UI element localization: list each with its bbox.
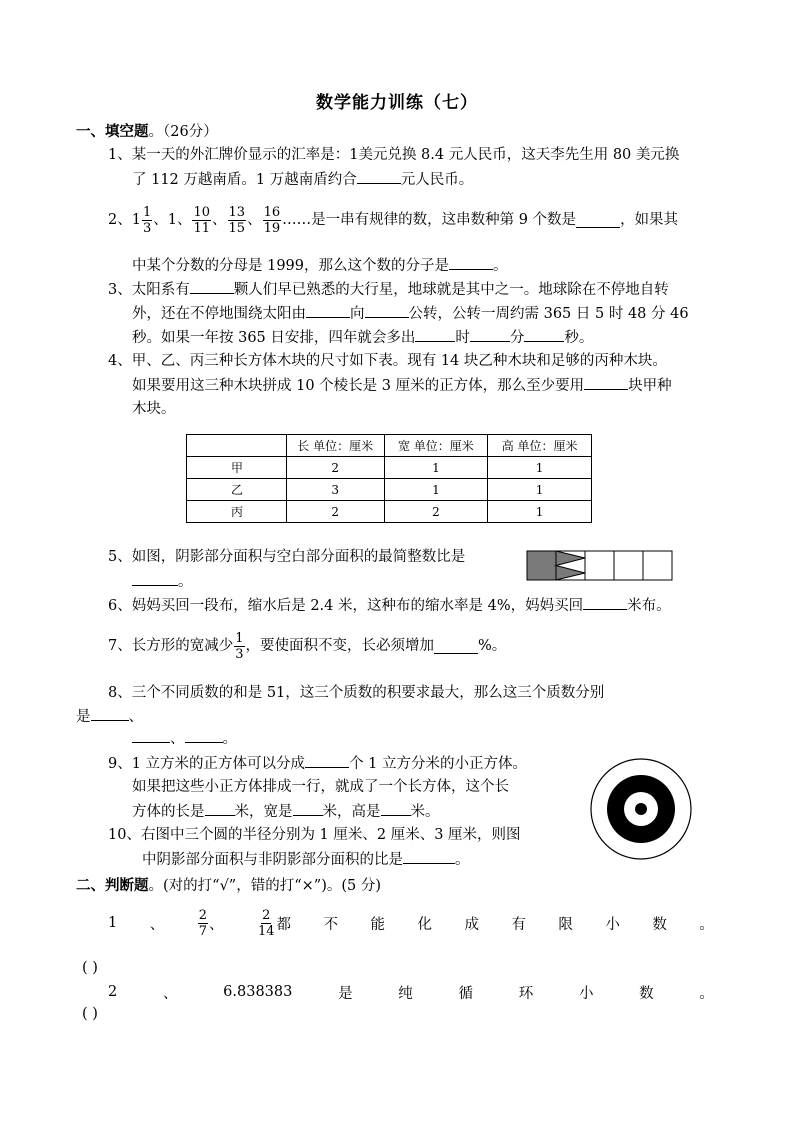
judgment-1-word: 不 bbox=[323, 916, 338, 933]
q6-line bbox=[108, 595, 671, 616]
q9-text: 方体的长是 bbox=[132, 804, 205, 820]
q3-text: 颗人们早已熟悉的大行星，地球就是其中之一。地球除在不停地自转 bbox=[233, 282, 669, 298]
q10-text: 中阴影部分面积与非阴影部分面积的比是 bbox=[142, 852, 403, 868]
q8-line1: 8、三个不同质数的和是 51，这三个质数的积要求最大，那么这三个质数分别 bbox=[108, 685, 605, 701]
q4-line1: 4、甲、乙、丙三种长方体木块的尺寸如下表。现有 14 块乙种木块和足够的丙种木块。 bbox=[108, 353, 667, 369]
q2-text-end: ，如果其 bbox=[620, 212, 679, 228]
q6-answer-blank[interactable] bbox=[583, 595, 627, 610]
q9-answer-blank-length[interactable] bbox=[205, 801, 235, 816]
judgment-1-word: 小 bbox=[605, 916, 620, 933]
table-cell: 1 bbox=[384, 479, 488, 501]
q2-prefix: 2、1 bbox=[108, 212, 141, 228]
table-header-row bbox=[187, 435, 592, 457]
fraction-numerator: 2 bbox=[198, 907, 207, 923]
q10-line2 bbox=[142, 849, 470, 870]
q1-text: 了 112 万越南盾。1 万越南盾约合 bbox=[132, 172, 357, 188]
fraction-numerator: 16 bbox=[263, 204, 281, 220]
judgment-1-fraction-1 bbox=[198, 908, 208, 939]
q3-line2 bbox=[132, 303, 689, 324]
q2-separator: 、 bbox=[247, 212, 262, 228]
q4-line2 bbox=[132, 375, 672, 396]
judgment-2-separator: 、 bbox=[162, 985, 178, 1002]
q9-text: 9、1 立方米的正方体可以分成 bbox=[108, 756, 306, 772]
fraction-numerator: 10 bbox=[193, 204, 211, 220]
table-cell: 1 bbox=[488, 501, 592, 523]
q6-text: 6、妈妈买回一段布，缩水后是 2.4 米，这种布的缩水率是 4%，妈妈买回 bbox=[108, 598, 584, 614]
table-cell: 1 bbox=[488, 479, 592, 501]
q10-line1: 10、右图中三个圆的半径分别为 1 厘米、2 厘米、3 厘米，则图 bbox=[108, 827, 521, 843]
judgment-2-word: 纯 bbox=[398, 985, 413, 1002]
q9-answer-blank-1[interactable] bbox=[305, 753, 349, 768]
judgment-1-word: 能 bbox=[370, 916, 385, 933]
q1-text-end: 元人民币。 bbox=[400, 172, 474, 188]
fraction-denominator: 3 bbox=[142, 220, 152, 236]
q8-text: 是 bbox=[76, 709, 91, 725]
q3-unit-second: 秒。 bbox=[564, 330, 594, 346]
square-cell bbox=[643, 551, 672, 580]
judgment-1-word: 限 bbox=[558, 916, 573, 933]
table-row bbox=[187, 479, 592, 501]
table-cell: 3 bbox=[286, 479, 384, 501]
shaded-square bbox=[527, 551, 556, 580]
judgment-2-word: 数 bbox=[639, 985, 654, 1002]
q9-line3 bbox=[132, 801, 440, 822]
q8-separator: 、 bbox=[128, 709, 143, 725]
shaded-triangles bbox=[556, 551, 585, 580]
judgment-1-word: 数 bbox=[652, 916, 667, 933]
table-cell: 2 bbox=[384, 501, 488, 523]
q2-line2 bbox=[132, 255, 508, 276]
table-row bbox=[187, 457, 592, 479]
q7-answer-blank[interactable] bbox=[434, 639, 478, 654]
q9-answer-blank-width[interactable] bbox=[293, 801, 323, 816]
q3-text: 外，还在不停地围绕太阳由 bbox=[132, 306, 306, 322]
q1-line2 bbox=[132, 169, 473, 190]
judgment-1-word: 化 bbox=[417, 916, 432, 933]
table-header-cell bbox=[187, 435, 287, 457]
q5-text-end: 。 bbox=[178, 574, 193, 590]
q3-answer-blank-5[interactable] bbox=[470, 327, 510, 342]
table-row-label: 丙 bbox=[187, 501, 287, 523]
q7-text: ，要使面积不变，长必须增加 bbox=[245, 638, 435, 654]
judgment-2-word: 。 bbox=[699, 985, 714, 1002]
q9-line1 bbox=[108, 753, 527, 774]
q2-line2-text: 中某个分数的分母是 1999，那么这个数的分子是 bbox=[132, 258, 450, 274]
judgment-1-word: 有 bbox=[511, 916, 526, 933]
judgment-1-fraction-group bbox=[197, 908, 224, 939]
q3-answer-blank-3[interactable] bbox=[365, 303, 409, 318]
q8-line2 bbox=[76, 706, 143, 727]
judgment-1-line bbox=[108, 902, 714, 944]
q5-line2 bbox=[132, 571, 193, 592]
judgment-1-fraction-group bbox=[256, 908, 291, 939]
table-row-label: 甲 bbox=[187, 457, 287, 479]
judgment-2-word: 小 bbox=[578, 985, 594, 1002]
q6-text-end: 米布。 bbox=[627, 598, 671, 614]
section-2-heading bbox=[76, 874, 381, 895]
square-cell bbox=[614, 551, 643, 580]
q2-line2-end: 。 bbox=[493, 258, 508, 274]
q2-answer-blank-1[interactable] bbox=[576, 213, 620, 228]
q2-line1 bbox=[108, 200, 678, 240]
center-dot bbox=[635, 803, 647, 815]
judgment-1-separator: 、 bbox=[149, 916, 165, 933]
q8-answer-blank-1[interactable] bbox=[91, 706, 129, 721]
q7-line bbox=[108, 628, 506, 664]
q7-text: 7、长方形的宽减少 bbox=[108, 638, 234, 654]
judgment-2-answer-box[interactable]: ( ) bbox=[82, 1006, 98, 1022]
q8-separator: 、 bbox=[170, 731, 185, 747]
table-cell: 2 bbox=[286, 457, 384, 479]
table-row-label: 乙 bbox=[187, 479, 287, 501]
fraction-denominator: 15 bbox=[228, 220, 246, 236]
q9-answer-blank-height[interactable] bbox=[381, 801, 411, 816]
fraction-denominator: 3 bbox=[235, 646, 244, 662]
table-header-cell: 宽 单位：厘米 bbox=[384, 435, 488, 457]
judgment-2-word: 环 bbox=[518, 985, 534, 1002]
q1-answer-blank[interactable] bbox=[357, 169, 401, 184]
table-cell: 1 bbox=[488, 457, 592, 479]
q9-text: 米，宽是 bbox=[234, 804, 293, 820]
fraction-denominator: 11 bbox=[193, 220, 211, 236]
fraction-numerator: 13 bbox=[228, 204, 246, 220]
q5-line1: 5、如图，阴影部分面积与空白部分面积的最简整数比是 bbox=[108, 549, 466, 565]
q4-line3: 木块。 bbox=[132, 401, 176, 417]
judgment-1-fraction-2 bbox=[257, 908, 276, 939]
table-cell: 1 bbox=[384, 457, 488, 479]
judgment-2-line bbox=[108, 981, 714, 1003]
q2-text: ……是一串有规律的数，这串数种第 9 个数是 bbox=[282, 212, 577, 228]
table-header-cell: 长 单位：厘米 bbox=[286, 435, 384, 457]
q1-line1: 1、某一天的外汇牌价显示的汇率是：1美元兑换 8.4 元人民币，这天李先生用 80 美元换 bbox=[108, 147, 680, 163]
q3-answer-blank-1[interactable] bbox=[190, 279, 234, 294]
q2-answer-blank-2[interactable] bbox=[449, 255, 493, 270]
judgment-1-word: 都 bbox=[276, 916, 292, 933]
page-title: 数学能力训练（七） bbox=[316, 93, 478, 113]
q3-text: 向 bbox=[350, 306, 365, 322]
judgment-2-decimal: 6.838383 bbox=[223, 984, 293, 1000]
q8-text-end: 。 bbox=[222, 731, 237, 747]
q3-unit-hour: 时 bbox=[455, 330, 470, 346]
q2-fraction-1 bbox=[142, 205, 152, 236]
q4-text: 块甲种 bbox=[628, 378, 672, 394]
q2-fraction-3 bbox=[228, 205, 247, 236]
q4-text: 如果要用这三种木块拼成 10 个棱长是 3 厘米的正方体，那么至少要用 bbox=[132, 378, 585, 394]
table-header-cell: 高 单位：厘米 bbox=[488, 435, 592, 457]
q3-text: 公转，公转一周约需 365 日 5 时 48 分 46 bbox=[408, 306, 689, 322]
q10-text-end: 。 bbox=[455, 852, 470, 868]
q5-answer-blank[interactable] bbox=[132, 571, 178, 586]
q7-text-end: %。 bbox=[478, 638, 507, 654]
q3-answer-blank-6[interactable] bbox=[524, 327, 564, 342]
q2-fraction-2 bbox=[192, 205, 211, 236]
q3-text: 秒。如果一年按 365 日安排，四年就会多出 bbox=[132, 330, 416, 346]
q3-unit-minute: 分 bbox=[509, 330, 525, 346]
judgment-2-number: 2 bbox=[108, 984, 118, 1000]
judgment-2-word: 循 bbox=[458, 985, 474, 1002]
q4-answer-blank[interactable] bbox=[584, 375, 628, 390]
judgment-1-word: 成 bbox=[464, 916, 479, 933]
square-cell bbox=[585, 551, 614, 580]
q9-text: 米，高是 bbox=[322, 804, 381, 820]
concentric-circles-figure bbox=[588, 756, 694, 862]
table-row bbox=[187, 501, 592, 523]
section-2-title: 二、判断题 bbox=[76, 877, 149, 894]
q3-answer-blank-2[interactable] bbox=[306, 303, 350, 318]
q3-answer-blank-4[interactable] bbox=[415, 327, 455, 342]
judgment-1-separator: 、 bbox=[208, 916, 224, 933]
q10-answer-blank[interactable] bbox=[403, 849, 455, 864]
fraction-denominator: 7 bbox=[198, 923, 207, 939]
q7-fraction bbox=[234, 631, 244, 662]
fraction-denominator: 19 bbox=[263, 220, 281, 236]
q9-text: 米。 bbox=[410, 804, 440, 820]
q3-line3 bbox=[132, 327, 593, 348]
q9-line2: 如果把这些小正方体排成一行，就成了一个长方体，这个长 bbox=[132, 779, 509, 795]
q3-line1 bbox=[108, 279, 669, 300]
fraction-numerator: 1 bbox=[235, 630, 244, 646]
judgment-1-number: 1 bbox=[108, 915, 118, 931]
section-1-title: 一、填空题 bbox=[76, 123, 149, 140]
q2-fraction-4 bbox=[263, 205, 282, 236]
shaded-rectangle-figure bbox=[526, 550, 676, 582]
q3-text: 3、太阳系有 bbox=[108, 282, 190, 298]
q9-text: 个 1 立方分米的小正方体。 bbox=[349, 756, 528, 772]
section-2-instructions: 。(对的打“√”，错的打“×”)。(5 分) bbox=[148, 878, 382, 894]
q8-answer-blank-2[interactable] bbox=[132, 728, 170, 743]
table-cell: 2 bbox=[286, 501, 384, 523]
section-1-heading bbox=[76, 120, 218, 141]
fraction-numerator: 1 bbox=[142, 204, 152, 220]
dimensions-table bbox=[186, 434, 592, 523]
q2-separator: 、1、 bbox=[153, 212, 192, 228]
judgment-1-answer-box[interactable]: ( ) bbox=[82, 960, 98, 976]
section-1-points: 。（26分） bbox=[148, 124, 218, 140]
fraction-denominator: 14 bbox=[257, 923, 275, 939]
judgment-2-word: 是 bbox=[338, 985, 353, 1002]
q2-separator: 、 bbox=[212, 212, 227, 228]
judgment-1-word: 。 bbox=[699, 916, 714, 933]
q8-answer-blank-3[interactable] bbox=[185, 728, 223, 743]
fraction-numerator: 2 bbox=[262, 907, 271, 923]
q8-line3 bbox=[132, 728, 237, 749]
